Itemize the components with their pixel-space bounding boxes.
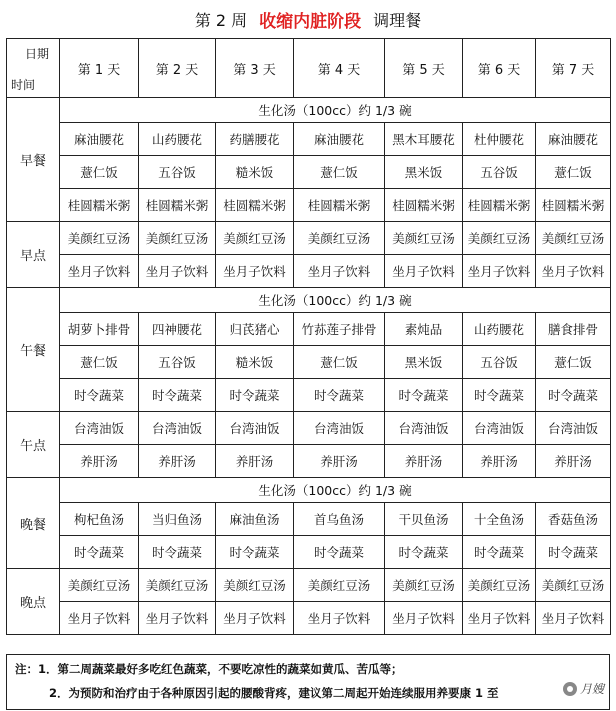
dish-cell: 麻油腰花 bbox=[294, 123, 385, 156]
dish-cell: 坐月子饮料 bbox=[139, 602, 216, 635]
corner-date-label: 日期 bbox=[24, 47, 49, 61]
camera-icon bbox=[563, 682, 577, 696]
dish-cell: 养肝汤 bbox=[139, 445, 216, 478]
dish-cell: 薏仁饭 bbox=[536, 156, 611, 189]
table-row bbox=[7, 478, 611, 503]
dish-cell: 台湾油饭 bbox=[536, 412, 611, 445]
dish-cell: 薏仁饭 bbox=[60, 156, 139, 189]
table-row bbox=[7, 98, 611, 123]
table-row bbox=[7, 313, 611, 346]
dish-cell: 时令蔬菜 bbox=[216, 536, 294, 569]
dish-cell: 薏仁饭 bbox=[294, 346, 385, 379]
dish-cell: 糙米饭 bbox=[216, 346, 294, 379]
table-row bbox=[7, 156, 611, 189]
dish-cell: 胡萝卜排骨 bbox=[60, 313, 139, 346]
dish-cell: 杜仲腰花 bbox=[463, 123, 536, 156]
dish-cell: 桂圆糯米粥 bbox=[139, 189, 216, 222]
dish-cell: 黑木耳腰花 bbox=[385, 123, 463, 156]
soup-row-cell: 生化汤（100cc）约 1/3 碗 bbox=[60, 478, 611, 503]
dish-cell: 养肝汤 bbox=[385, 445, 463, 478]
dish-cell: 山药腰花 bbox=[139, 123, 216, 156]
dish-cell: 时令蔬菜 bbox=[536, 536, 611, 569]
day-header: 第 2 天 bbox=[139, 39, 216, 98]
dish-cell: 五谷饭 bbox=[463, 346, 536, 379]
dish-cell: 首乌鱼汤 bbox=[294, 503, 385, 536]
title-week: 第 2 周 bbox=[194, 10, 248, 30]
dish-cell: 桂圆糯米粥 bbox=[294, 189, 385, 222]
dish-cell: 糙米饭 bbox=[216, 156, 294, 189]
dish-cell: 时令蔬菜 bbox=[385, 536, 463, 569]
table-row bbox=[7, 569, 611, 602]
dish-cell: 坐月子饮料 bbox=[536, 602, 611, 635]
dish-cell: 坐月子饮料 bbox=[216, 255, 294, 288]
dish-cell: 五谷饭 bbox=[139, 346, 216, 379]
day-header: 第 1 天 bbox=[60, 39, 139, 98]
dish-cell: 薏仁饭 bbox=[60, 346, 139, 379]
dish-cell: 坐月子饮料 bbox=[385, 255, 463, 288]
dish-cell: 桂圆糯米粥 bbox=[463, 189, 536, 222]
dish-cell: 枸杞鱼汤 bbox=[60, 503, 139, 536]
dish-cell: 美颜红豆汤 bbox=[294, 569, 385, 602]
title-suffix: 调理餐 bbox=[373, 10, 422, 30]
dish-cell: 美颜红豆汤 bbox=[139, 222, 216, 255]
table-row bbox=[7, 412, 611, 445]
dish-cell: 台湾油饭 bbox=[139, 412, 216, 445]
dish-cell: 美颜红豆汤 bbox=[536, 569, 611, 602]
dish-cell: 时令蔬菜 bbox=[216, 379, 294, 412]
dish-cell: 黑米饭 bbox=[385, 156, 463, 189]
dish-cell: 美颜红豆汤 bbox=[463, 569, 536, 602]
dish-cell: 膳食排骨 bbox=[536, 313, 611, 346]
dish-cell: 时令蔬菜 bbox=[139, 536, 216, 569]
day-header: 第 4 天 bbox=[294, 39, 385, 98]
dish-cell: 美颜红豆汤 bbox=[385, 569, 463, 602]
dish-cell: 干贝鱼汤 bbox=[385, 503, 463, 536]
dish-cell: 美颜红豆汤 bbox=[294, 222, 385, 255]
dish-cell: 香菇鱼汤 bbox=[536, 503, 611, 536]
dish-cell: 桂圆糯米粥 bbox=[536, 189, 611, 222]
dish-cell: 时令蔬菜 bbox=[139, 379, 216, 412]
dish-cell: 时令蔬菜 bbox=[60, 379, 139, 412]
notes-box bbox=[6, 654, 610, 710]
dish-cell: 桂圆糯米粥 bbox=[385, 189, 463, 222]
dish-cell: 美颜红豆汤 bbox=[216, 222, 294, 255]
dish-cell: 美颜红豆汤 bbox=[463, 222, 536, 255]
table-row bbox=[7, 255, 611, 288]
dish-cell: 时令蔬菜 bbox=[294, 379, 385, 412]
dish-cell: 台湾油饭 bbox=[216, 412, 294, 445]
watermark bbox=[561, 680, 606, 697]
dish-cell: 台湾油饭 bbox=[385, 412, 463, 445]
meal-plan-table bbox=[6, 38, 611, 635]
dish-cell: 养肝汤 bbox=[294, 445, 385, 478]
table-row bbox=[7, 346, 611, 379]
dish-cell: 素炖品 bbox=[385, 313, 463, 346]
dish-cell: 美颜红豆汤 bbox=[536, 222, 611, 255]
dish-cell: 时令蔬菜 bbox=[60, 536, 139, 569]
day-header: 第 6 天 bbox=[463, 39, 536, 98]
dish-cell: 坐月子饮料 bbox=[294, 602, 385, 635]
meal-label: 晚餐 bbox=[7, 478, 60, 569]
header-row bbox=[7, 39, 611, 98]
meal-label: 午餐 bbox=[7, 288, 60, 412]
dish-cell: 五谷饭 bbox=[463, 156, 536, 189]
dish-cell: 时令蔬菜 bbox=[536, 379, 611, 412]
dish-cell: 美颜红豆汤 bbox=[385, 222, 463, 255]
table-row bbox=[7, 288, 611, 313]
corner-time-label: 时间 bbox=[11, 78, 36, 92]
watermark-text: 月嫂 bbox=[579, 682, 604, 696]
dish-cell: 养肝汤 bbox=[463, 445, 536, 478]
table-row bbox=[7, 222, 611, 255]
dish-cell: 桂圆糯米粥 bbox=[216, 189, 294, 222]
dish-cell: 十全鱼汤 bbox=[463, 503, 536, 536]
table-row bbox=[7, 123, 611, 156]
meal-label: 早餐 bbox=[7, 98, 60, 222]
dish-cell: 坐月子饮料 bbox=[60, 255, 139, 288]
dish-cell: 坐月子饮料 bbox=[294, 255, 385, 288]
meal-label: 早点 bbox=[7, 222, 60, 288]
dish-cell: 薏仁饭 bbox=[536, 346, 611, 379]
meal-label: 午点 bbox=[7, 412, 60, 478]
dish-cell: 养肝汤 bbox=[216, 445, 294, 478]
dish-cell: 药膳腰花 bbox=[216, 123, 294, 156]
page-title bbox=[0, 0, 616, 38]
meal-label: 晚点 bbox=[7, 569, 60, 635]
table-row bbox=[7, 536, 611, 569]
dish-cell: 时令蔬菜 bbox=[385, 379, 463, 412]
day-header: 第 7 天 bbox=[536, 39, 611, 98]
dish-cell: 归芪猪心 bbox=[216, 313, 294, 346]
dish-cell: 美颜红豆汤 bbox=[60, 222, 139, 255]
soup-row-cell: 生化汤（100cc）约 1/3 碗 bbox=[60, 288, 611, 313]
dish-cell: 美颜红豆汤 bbox=[60, 569, 139, 602]
dish-cell: 桂圆糯米粥 bbox=[60, 189, 139, 222]
dish-cell: 坐月子饮料 bbox=[536, 255, 611, 288]
dish-cell: 美颜红豆汤 bbox=[216, 569, 294, 602]
dish-cell: 养肝汤 bbox=[536, 445, 611, 478]
corner-cell bbox=[7, 39, 60, 98]
day-header: 第 5 天 bbox=[385, 39, 463, 98]
dish-cell: 坐月子饮料 bbox=[385, 602, 463, 635]
note-1: 注：1．第二周蔬菜最好多吃红色蔬菜，不要吃凉性的蔬菜如黄瓜、苦瓜等； bbox=[15, 662, 403, 676]
dish-cell: 五谷饭 bbox=[139, 156, 216, 189]
dish-cell: 麻油腰花 bbox=[60, 123, 139, 156]
dish-cell: 当归鱼汤 bbox=[139, 503, 216, 536]
title-stage: 收缩内脏阶段 bbox=[259, 11, 362, 32]
dish-cell: 黑米饭 bbox=[385, 346, 463, 379]
dish-cell: 养肝汤 bbox=[60, 445, 139, 478]
dish-cell: 坐月子饮料 bbox=[463, 255, 536, 288]
table-row bbox=[7, 445, 611, 478]
dish-cell: 竹荪莲子排骨 bbox=[294, 313, 385, 346]
dish-cell: 美颜红豆汤 bbox=[139, 569, 216, 602]
dish-cell: 台湾油饭 bbox=[463, 412, 536, 445]
dish-cell: 台湾油饭 bbox=[60, 412, 139, 445]
dish-cell: 麻油鱼汤 bbox=[216, 503, 294, 536]
dish-cell: 时令蔬菜 bbox=[463, 379, 536, 412]
soup-row-cell: 生化汤（100cc）约 1/3 碗 bbox=[60, 98, 611, 123]
dish-cell: 薏仁饭 bbox=[294, 156, 385, 189]
table-row bbox=[7, 503, 611, 536]
table-row bbox=[7, 602, 611, 635]
dish-cell: 山药腰花 bbox=[463, 313, 536, 346]
dish-cell: 坐月子饮料 bbox=[463, 602, 536, 635]
dish-cell: 台湾油饭 bbox=[294, 412, 385, 445]
dish-cell: 坐月子饮料 bbox=[139, 255, 216, 288]
dish-cell: 时令蔬菜 bbox=[294, 536, 385, 569]
note-2: 2．为预防和治疗由于各种原因引起的腰酸背疼，建议第二周起开始连续服用养要康 1 至 bbox=[49, 686, 499, 700]
dish-cell: 四神腰花 bbox=[139, 313, 216, 346]
table-row bbox=[7, 379, 611, 412]
dish-cell: 坐月子饮料 bbox=[216, 602, 294, 635]
dish-cell: 时令蔬菜 bbox=[463, 536, 536, 569]
table-row bbox=[7, 189, 611, 222]
day-header: 第 3 天 bbox=[216, 39, 294, 98]
dish-cell: 麻油腰花 bbox=[536, 123, 611, 156]
dish-cell: 坐月子饮料 bbox=[60, 602, 139, 635]
